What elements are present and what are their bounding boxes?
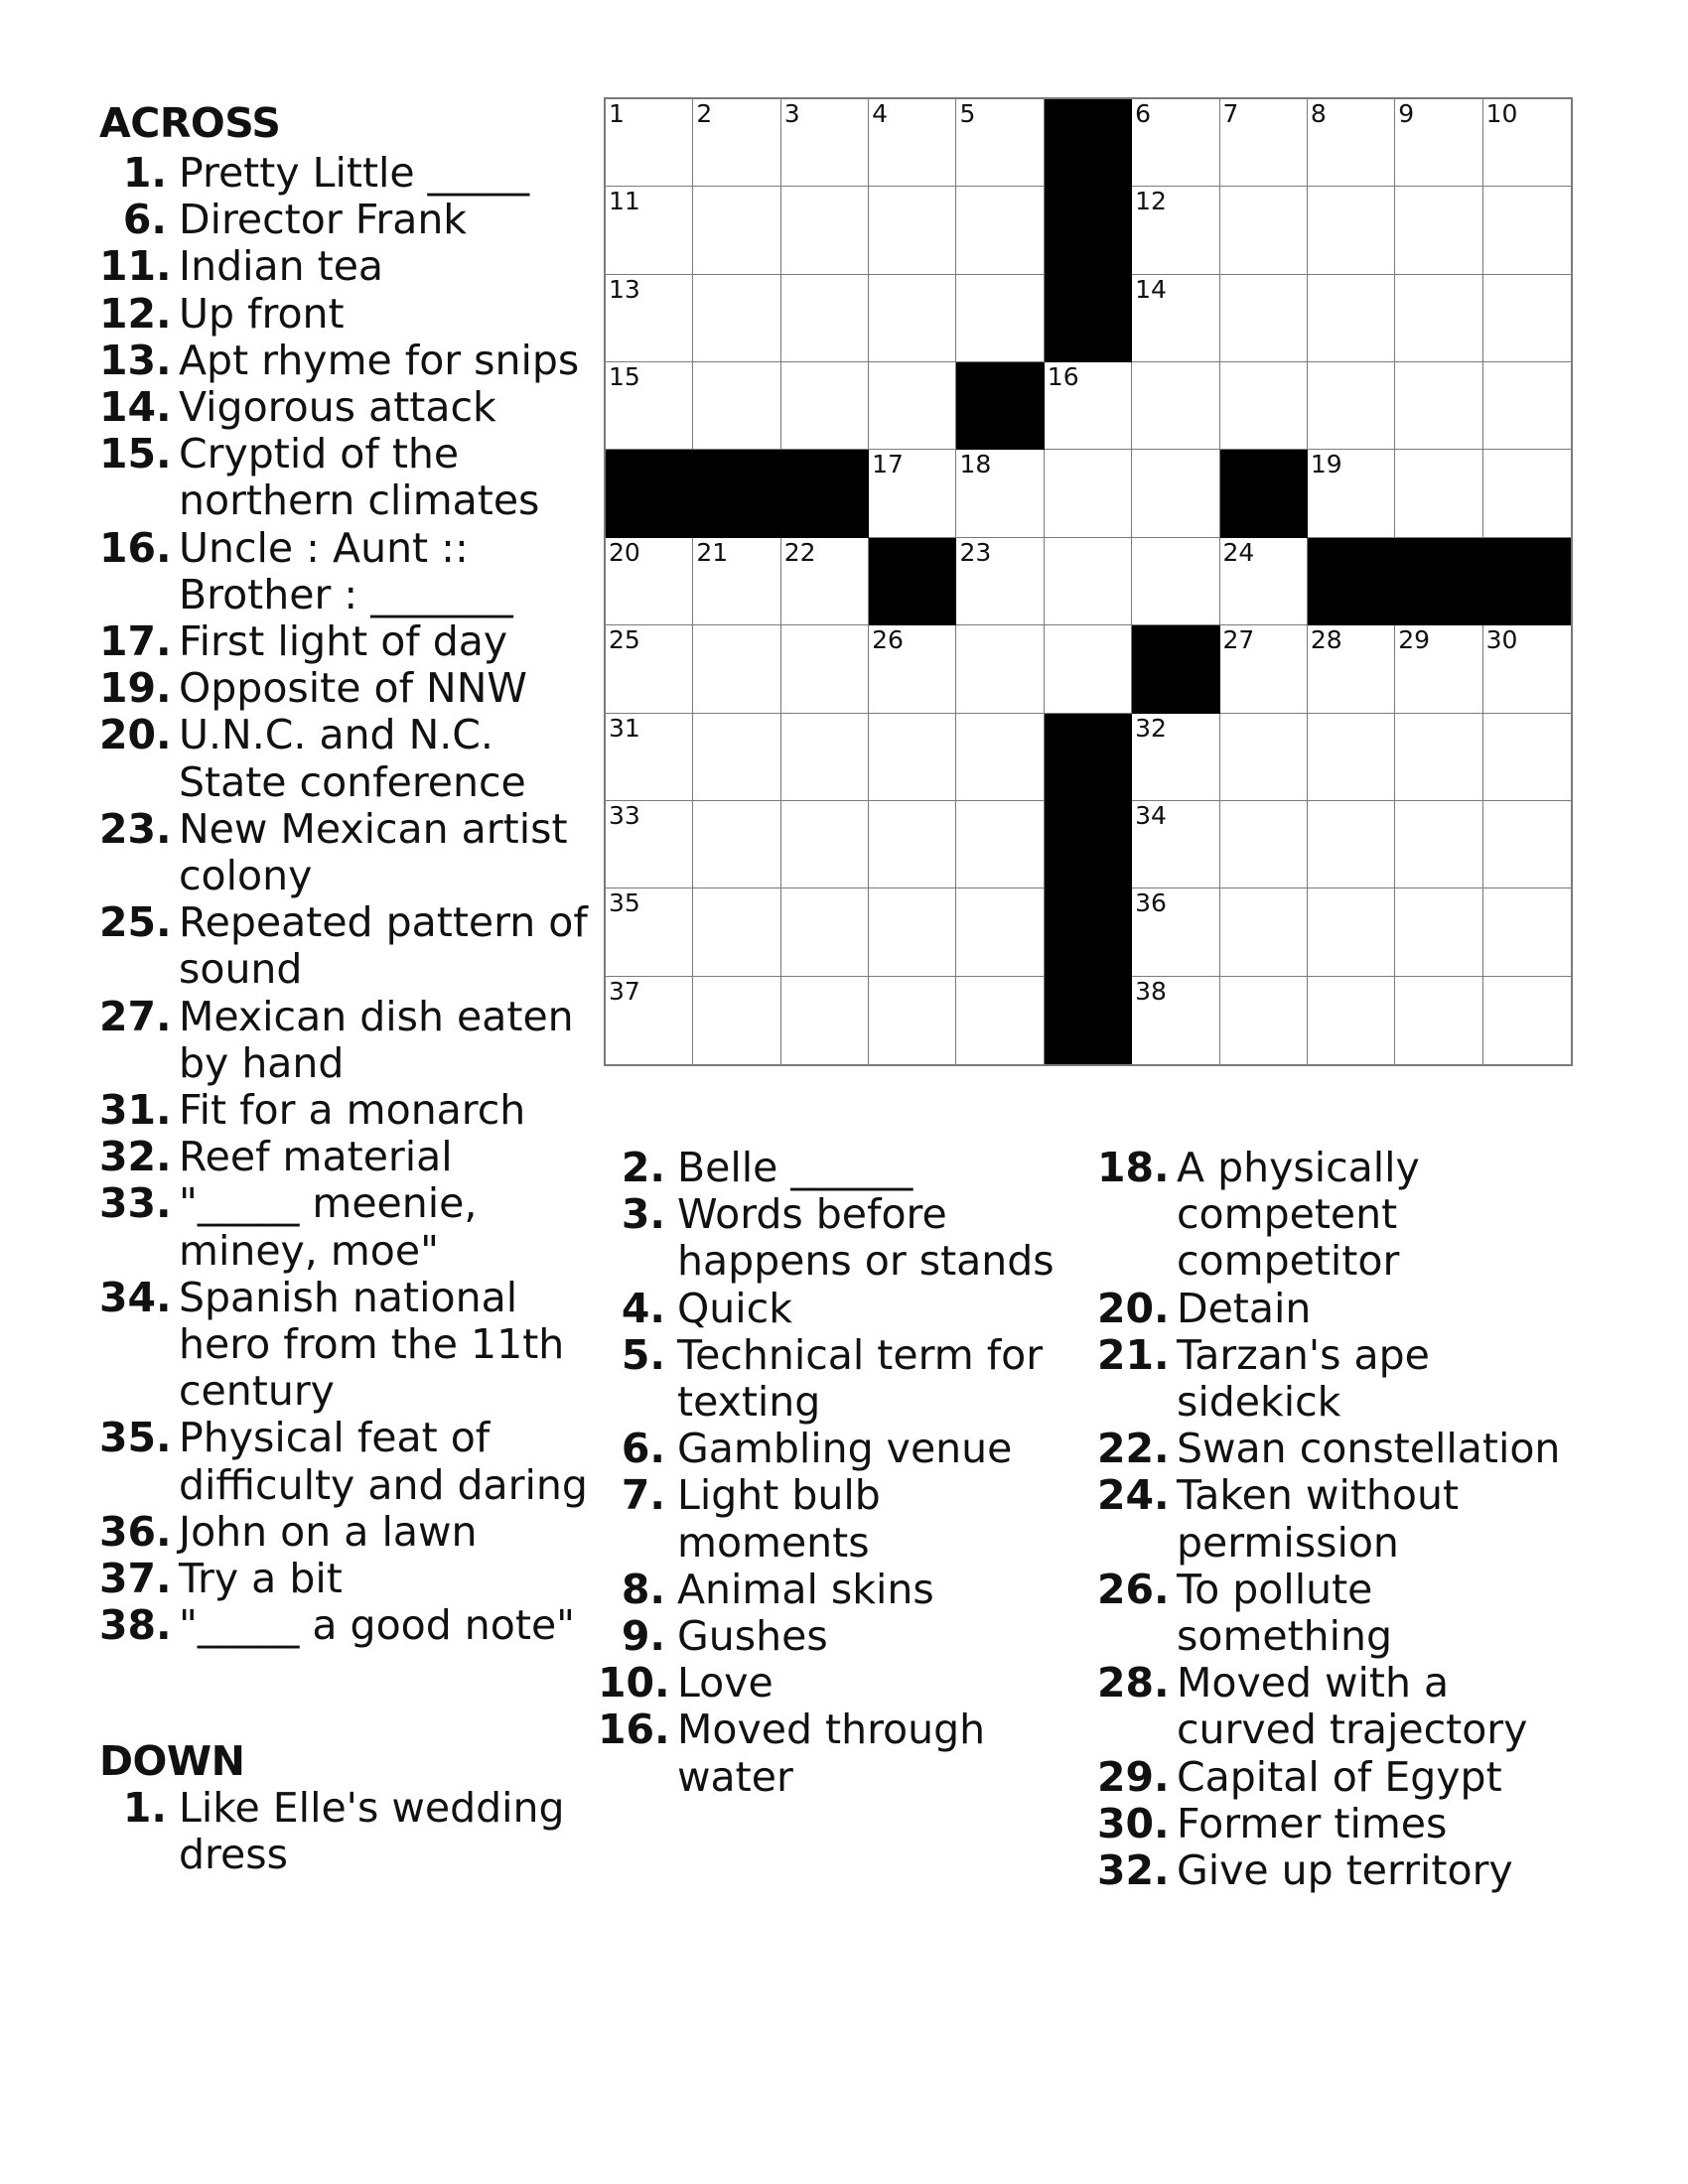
cell-number: 23 (959, 537, 992, 567)
down-clue (598, 1567, 1074, 1613)
grid-cell[interactable] (1308, 187, 1395, 274)
cell-number: 9 (1398, 99, 1415, 128)
clue-number: 3. (621, 1190, 665, 1239)
across-clue (99, 150, 596, 197)
clue-number: 6. (621, 1425, 665, 1473)
cell-number: 12 (1135, 187, 1167, 216)
black-square (606, 450, 693, 537)
grid-cell[interactable] (781, 275, 869, 362)
across-clue (99, 1180, 596, 1274)
grid-cell[interactable] (606, 538, 693, 625)
grid-cell[interactable] (956, 888, 1044, 976)
grid-cell[interactable] (781, 977, 869, 1064)
clue-number: 8. (621, 1565, 665, 1613)
down-clue (598, 1706, 1074, 1800)
clue-number: 4. (621, 1284, 665, 1332)
grid-cell[interactable] (1308, 625, 1395, 713)
grid-cell[interactable] (1132, 99, 1219, 187)
grid-cell[interactable] (781, 362, 869, 450)
grid-cell[interactable] (606, 888, 693, 976)
across-clue (99, 618, 596, 665)
grid-cell[interactable] (1132, 801, 1219, 888)
across-clue (99, 525, 596, 618)
grid-cell[interactable] (1220, 538, 1308, 625)
grid-cell[interactable] (1132, 362, 1219, 450)
clue-number: 17. (99, 617, 172, 666)
down-clue (598, 1145, 1074, 1191)
clue-text: A physically competent competitor (1177, 1144, 1420, 1286)
clue-text: Pretty Little _____ (179, 149, 530, 197)
clue-text: Gambling venue (677, 1425, 1013, 1473)
grid-cell[interactable] (1395, 362, 1482, 450)
down-clue (1097, 1847, 1574, 1894)
across-clue (99, 384, 596, 431)
grid-cell[interactable] (1220, 625, 1308, 713)
grid-cell[interactable] (1483, 99, 1571, 187)
clue-text: Spanish national hero from the 11th century (179, 1273, 565, 1416)
down-clue (1097, 1801, 1574, 1847)
clue-number: 29. (1097, 1752, 1170, 1801)
cell-number: 37 (609, 976, 640, 1006)
clue-number: 26. (1097, 1565, 1170, 1613)
across-clue (99, 994, 596, 1087)
clue-text: Animal skins (677, 1565, 934, 1613)
cell-number: 31 (609, 713, 640, 743)
grid-cell[interactable] (606, 362, 693, 450)
clue-text: Up front (179, 289, 345, 338)
grid-cell[interactable] (1308, 977, 1395, 1064)
cell-number: 32 (1135, 713, 1167, 743)
clue-text: Mexican dish eaten by hand (179, 992, 574, 1087)
grid-cell[interactable] (606, 801, 693, 888)
down-clue (1097, 1286, 1574, 1332)
across-clue (99, 1275, 596, 1416)
grid-cell[interactable] (1220, 888, 1308, 976)
down-clue (598, 1613, 1074, 1660)
grid-cell[interactable] (1220, 99, 1308, 187)
grid-cell[interactable] (606, 99, 693, 187)
grid-cell[interactable] (1483, 801, 1571, 888)
grid-cell[interactable] (869, 714, 956, 801)
clue-text: John on a lawn (179, 1507, 478, 1556)
crossword-grid (604, 97, 1573, 1066)
grid-cell[interactable] (956, 275, 1044, 362)
clue-number: 25. (99, 898, 172, 947)
clue-number: 14. (99, 383, 172, 432)
black-square (781, 450, 869, 537)
down-clue (1097, 1426, 1574, 1472)
across-clue (99, 1087, 596, 1134)
grid-cell[interactable] (869, 275, 956, 362)
grid-cell[interactable] (781, 187, 869, 274)
cell-number: 30 (1485, 625, 1518, 655)
clue-text: First light of day (179, 617, 508, 666)
grid-cell[interactable] (1395, 625, 1482, 713)
grid-cell[interactable] (869, 187, 956, 274)
black-square (1045, 801, 1132, 888)
grid-cell[interactable] (1220, 187, 1308, 274)
across-heading: ACROSS (99, 99, 281, 147)
grid-cell[interactable] (781, 714, 869, 801)
clue-number: 1. (122, 149, 167, 197)
cell-number: 36 (1135, 888, 1167, 918)
clue-text: Give up territory (1177, 1846, 1513, 1895)
down-clue (598, 1472, 1074, 1566)
across-clue (99, 1556, 596, 1602)
clue-number: 2. (621, 1144, 665, 1191)
black-square (956, 362, 1044, 450)
grid-cell[interactable] (1395, 714, 1482, 801)
clue-number: 27. (99, 992, 172, 1040)
down-clue (1097, 1145, 1574, 1286)
across-clue (99, 1415, 596, 1508)
grid-cell[interactable] (606, 187, 693, 274)
grid-cell[interactable] (1395, 275, 1482, 362)
grid-cell[interactable] (1483, 977, 1571, 1064)
across-clue (99, 1134, 596, 1180)
clue-text: Vigorous attack (179, 383, 496, 432)
clue-text: Former times (1177, 1799, 1448, 1847)
grid-cell[interactable] (693, 977, 780, 1064)
black-square (1308, 538, 1395, 625)
clue-number: 22. (1097, 1425, 1170, 1473)
clue-text: Quick (677, 1284, 792, 1332)
clue-text: Swan constellation (1177, 1425, 1561, 1473)
across-clue (99, 197, 596, 243)
grid-cell[interactable] (1132, 275, 1219, 362)
black-square (1045, 275, 1132, 362)
grid-cell[interactable] (606, 977, 693, 1064)
clue-text: Gushes (677, 1612, 828, 1661)
grid-cell[interactable] (1132, 888, 1219, 976)
cell-number: 38 (1135, 976, 1167, 1006)
clue-text: Apt rhyme for snips (179, 336, 580, 384)
down-clue (1097, 1567, 1574, 1660)
black-square (1395, 538, 1482, 625)
down-clue (1097, 1332, 1574, 1426)
grid-cell[interactable] (1395, 187, 1482, 274)
clue-text: Capital of Egypt (1177, 1752, 1502, 1801)
grid-cell[interactable] (1308, 362, 1395, 450)
clue-number: 20. (1097, 1284, 1170, 1332)
cell-number: 18 (959, 450, 992, 479)
grid-cell[interactable] (869, 977, 956, 1064)
clue-number: 36. (99, 1507, 172, 1556)
grid-cell[interactable] (1308, 450, 1395, 537)
down-clue (598, 1332, 1074, 1426)
cell-number: 35 (609, 888, 640, 918)
cell-number: 4 (872, 99, 888, 128)
down-clue (1097, 1472, 1574, 1566)
clue-text: Try a bit (179, 1555, 343, 1603)
grid-cell[interactable] (1395, 977, 1482, 1064)
clue-number: 37. (99, 1555, 172, 1603)
grid-cell[interactable] (956, 99, 1044, 187)
clue-text: Light bulb moments (677, 1471, 881, 1567)
cell-number: 2 (696, 99, 713, 128)
clue-text: "_____ meenie, miney, moe" (179, 1179, 478, 1275)
clue-text: Reef material (179, 1133, 453, 1181)
across-clue (99, 665, 596, 712)
grid-cell[interactable] (1395, 99, 1482, 187)
black-square (1045, 714, 1132, 801)
clue-number: 9. (621, 1612, 665, 1661)
clue-text: Technical term for texting (677, 1330, 1044, 1427)
clue-number: 32. (1097, 1846, 1170, 1895)
across-clue (99, 291, 596, 338)
clue-number: 30. (1097, 1799, 1170, 1847)
clue-text: Physical feat of difficulty and daring (179, 1414, 588, 1509)
clue-text: Fit for a monarch (179, 1086, 526, 1135)
clue-number: 7. (621, 1471, 665, 1520)
cell-number: 28 (1310, 625, 1342, 655)
down-clue-list-3 (1097, 1145, 1574, 1894)
clue-text: Opposite of NNW (179, 664, 527, 713)
grid-cell[interactable] (693, 801, 780, 888)
across-clue (99, 431, 596, 524)
grid-cell[interactable] (606, 275, 693, 362)
clue-text: Tarzan's ape sidekick (1177, 1330, 1430, 1427)
grid-cell[interactable] (606, 714, 693, 801)
clue-number: 16. (99, 523, 172, 572)
grid-cell[interactable] (869, 801, 956, 888)
grid-cell[interactable] (693, 538, 780, 625)
grid-cell[interactable] (693, 362, 780, 450)
black-square (869, 538, 956, 625)
clue-number: 18. (1097, 1144, 1170, 1191)
grid-cell[interactable] (781, 99, 869, 187)
clue-number: 20. (99, 711, 172, 759)
grid-cell[interactable] (1220, 977, 1308, 1064)
cell-number: 3 (783, 99, 800, 128)
clue-number: 15. (99, 430, 172, 478)
clue-number: 31. (99, 1086, 172, 1135)
clue-number: 35. (99, 1414, 172, 1462)
grid-cell[interactable] (1395, 450, 1482, 537)
grid-cell[interactable] (1220, 801, 1308, 888)
across-clue (99, 1509, 596, 1556)
down-clue-list-2 (598, 1145, 1074, 1801)
black-square (1483, 538, 1571, 625)
clue-number: 21. (1097, 1330, 1170, 1379)
cell-number: 29 (1398, 625, 1431, 655)
clue-text: Like Elle's wedding dress (179, 1784, 565, 1879)
clue-text: Repeated pattern of sound (179, 898, 588, 994)
grid-cell[interactable] (1308, 888, 1395, 976)
clue-number: 34. (99, 1273, 172, 1321)
cell-number: 34 (1135, 800, 1167, 830)
grid-cell[interactable] (693, 275, 780, 362)
clue-number: 33. (99, 1179, 172, 1228)
cell-number: 26 (872, 625, 904, 655)
grid-cell[interactable] (1483, 888, 1571, 976)
grid-cell[interactable] (1220, 714, 1308, 801)
grid-cell[interactable] (956, 977, 1044, 1064)
clue-number: 12. (99, 289, 172, 338)
grid-cell[interactable] (781, 801, 869, 888)
grid-cell[interactable] (1132, 714, 1219, 801)
grid-cell[interactable] (956, 538, 1044, 625)
cell-number: 6 (1135, 99, 1152, 128)
grid-cell[interactable] (869, 450, 956, 537)
clue-text: U.N.C. and N.C. State conference (179, 711, 526, 806)
grid-cell[interactable] (1308, 99, 1395, 187)
down-clue (99, 1785, 596, 1878)
cell-number: 19 (1310, 450, 1342, 479)
clue-text: Taken without permission (1177, 1471, 1460, 1567)
grid-cell[interactable] (1395, 801, 1482, 888)
black-square (1045, 888, 1132, 976)
across-clue (99, 1602, 596, 1649)
clue-text: Detain (1177, 1284, 1312, 1332)
down-heading: DOWN (99, 1737, 245, 1785)
grid-cell[interactable] (956, 714, 1044, 801)
cell-number: 22 (783, 537, 816, 567)
cell-number: 17 (872, 450, 904, 479)
cell-number: 20 (609, 537, 640, 567)
grid-cell[interactable] (1395, 888, 1482, 976)
down-clue (598, 1191, 1074, 1285)
down-clue (598, 1426, 1074, 1472)
clue-text: Director Frank (179, 196, 468, 244)
grid-cell[interactable] (1483, 362, 1571, 450)
cell-number: 14 (1135, 274, 1167, 304)
grid-cell[interactable] (1045, 362, 1132, 450)
grid-cell[interactable] (1045, 450, 1132, 537)
cell-number: 11 (609, 187, 640, 216)
cell-number: 16 (1047, 362, 1079, 392)
black-square (1045, 99, 1132, 187)
clue-text: Words before happens or stands (677, 1190, 1055, 1286)
grid-cell[interactable] (781, 888, 869, 976)
clue-number: 1. (122, 1784, 167, 1832)
grid-cell[interactable] (869, 99, 956, 187)
clue-number: 32. (99, 1133, 172, 1181)
cell-number: 15 (609, 362, 640, 392)
grid-cell[interactable] (1483, 450, 1571, 537)
across-clue (99, 243, 596, 290)
clue-text: Indian tea (179, 242, 384, 291)
cell-number: 21 (696, 537, 729, 567)
clue-text: Cryptid of the northern climates (179, 430, 540, 525)
grid-cell[interactable] (1132, 450, 1219, 537)
clue-number: 11. (99, 242, 172, 291)
clue-number: 5. (621, 1330, 665, 1379)
grid-cell[interactable] (1483, 275, 1571, 362)
clue-text: Belle ______ (677, 1144, 914, 1191)
grid-cell[interactable] (781, 625, 869, 713)
grid-cell[interactable] (1308, 275, 1395, 362)
clue-text: Moved with a curved trajectory (1177, 1659, 1528, 1754)
black-square (1132, 625, 1219, 713)
clue-text: Moved through water (677, 1706, 986, 1801)
grid-cell[interactable] (1308, 801, 1395, 888)
grid-cell[interactable] (1132, 187, 1219, 274)
black-square (1045, 187, 1132, 274)
across-clue (99, 712, 596, 805)
down-clue (598, 1660, 1074, 1706)
clue-text: New Mexican artist colony (179, 804, 568, 900)
across-clue (99, 899, 596, 993)
clue-number: 13. (99, 336, 172, 384)
clue-number: 28. (1097, 1659, 1170, 1707)
grid-cell[interactable] (1308, 714, 1395, 801)
cell-number: 13 (609, 274, 640, 304)
grid-cell[interactable] (781, 538, 869, 625)
grid-cell[interactable] (869, 625, 956, 713)
grid-cell[interactable] (1483, 625, 1571, 713)
grid-cell[interactable] (1483, 714, 1571, 801)
cell-number: 24 (1222, 537, 1255, 567)
grid-cell[interactable] (693, 888, 780, 976)
grid-cell[interactable] (693, 99, 780, 187)
grid-cell[interactable] (1132, 977, 1219, 1064)
grid-cell[interactable] (1132, 538, 1219, 625)
grid-cell[interactable] (1483, 187, 1571, 274)
clue-number: 16. (598, 1706, 670, 1754)
grid-cell[interactable] (693, 714, 780, 801)
grid-cell[interactable] (869, 888, 956, 976)
grid-cell[interactable] (1045, 625, 1132, 713)
cell-number: 33 (609, 800, 640, 830)
down-clue-list-1 (99, 1785, 596, 1878)
cell-number: 10 (1485, 99, 1518, 128)
clue-number: 24. (1097, 1471, 1170, 1520)
clue-number: 6. (122, 196, 167, 244)
clue-number: 10. (598, 1659, 670, 1707)
grid-cell[interactable] (1220, 275, 1308, 362)
across-clue (99, 806, 596, 899)
black-square (1045, 977, 1132, 1064)
cell-number: 1 (609, 99, 625, 128)
grid-cell[interactable] (1220, 362, 1308, 450)
grid-cell[interactable] (1045, 538, 1132, 625)
cell-number: 25 (609, 625, 640, 655)
cell-number: 7 (1222, 99, 1239, 128)
grid-cell[interactable] (693, 625, 780, 713)
across-clue-list (99, 150, 596, 1650)
grid-cell[interactable] (693, 187, 780, 274)
black-square (693, 450, 780, 537)
cell-number: 8 (1310, 99, 1327, 128)
clue-text: Uncle : Aunt :: Brother : _______ (179, 523, 513, 618)
grid-cell[interactable] (956, 450, 1044, 537)
clue-number: 19. (99, 664, 172, 713)
down-clue (1097, 1660, 1574, 1753)
down-clue (598, 1286, 1074, 1332)
grid-cell[interactable] (956, 801, 1044, 888)
grid-cell[interactable] (956, 625, 1044, 713)
clue-text: "_____ a good note" (179, 1601, 576, 1650)
grid-cell[interactable] (606, 625, 693, 713)
clue-number: 23. (99, 804, 172, 853)
clue-number: 38. (99, 1601, 172, 1650)
grid-cell[interactable] (869, 362, 956, 450)
across-clue (99, 338, 596, 384)
down-clue (1097, 1754, 1574, 1801)
clue-text: Love (677, 1659, 774, 1707)
cell-number: 5 (959, 99, 976, 128)
clue-text: To pollute something (1177, 1565, 1393, 1661)
cell-number: 27 (1222, 625, 1255, 655)
black-square (1220, 450, 1308, 537)
grid-cell[interactable] (956, 187, 1044, 274)
